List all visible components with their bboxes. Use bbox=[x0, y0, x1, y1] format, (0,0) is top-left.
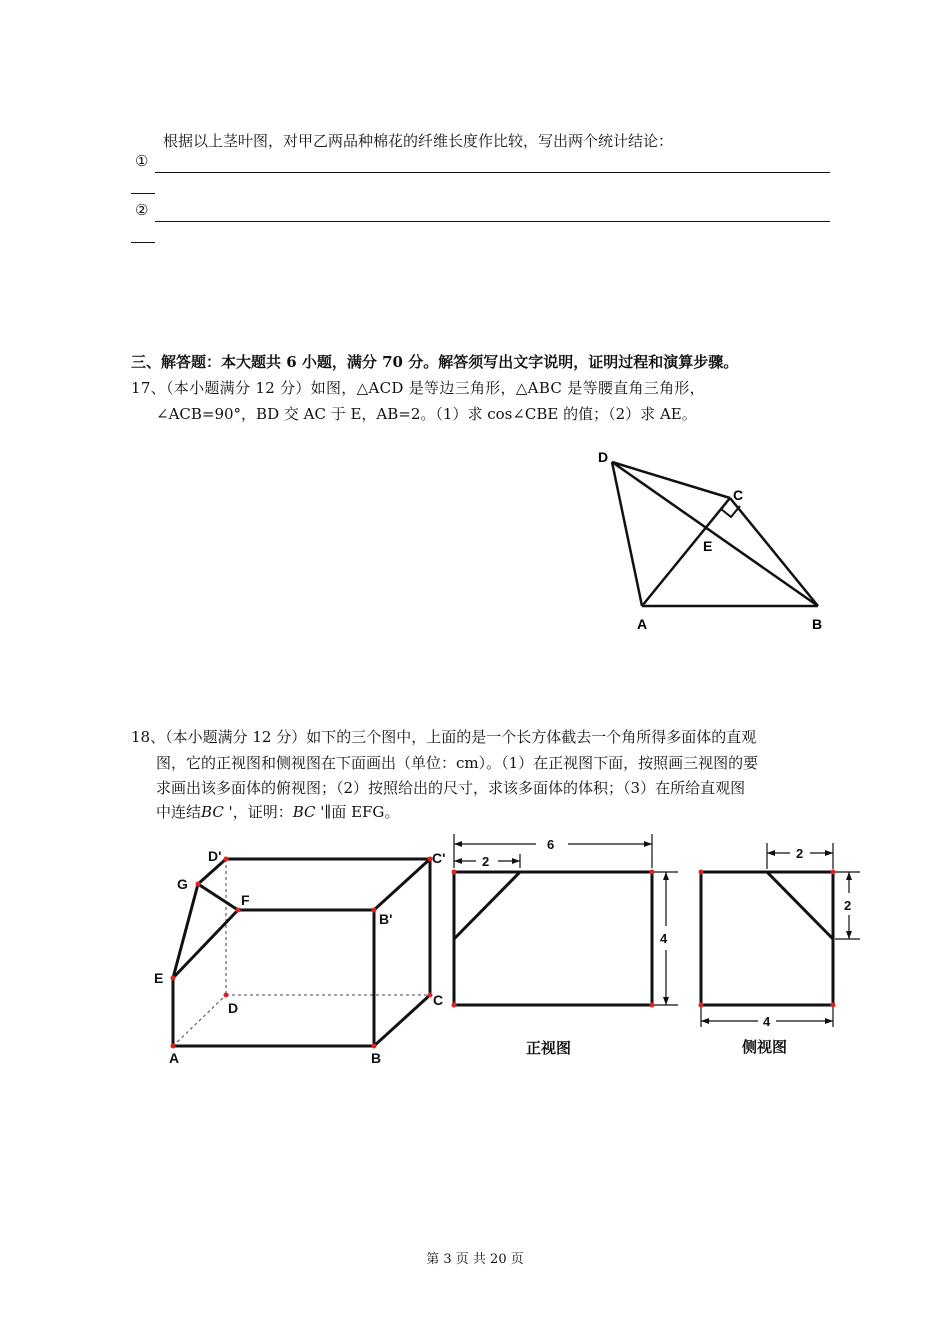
arrow-icon bbox=[454, 858, 462, 864]
q18-line-4 bbox=[156, 801, 399, 822]
vertex-dot bbox=[831, 870, 836, 875]
arrow-icon bbox=[512, 858, 520, 864]
label-a: A bbox=[169, 1050, 180, 1066]
q18-front-view bbox=[440, 830, 690, 1065]
edge-cb bbox=[374, 995, 430, 1046]
side-view-caption: 侧视图 bbox=[742, 1039, 788, 1056]
q18-text: ，证明： bbox=[232, 803, 293, 821]
page-footer: 第 3 页 共 20 页 bbox=[426, 1252, 524, 1267]
label-c1: C' bbox=[432, 850, 446, 866]
vertex-b bbox=[372, 1044, 377, 1049]
dim-label-4: 4 bbox=[763, 1014, 771, 1029]
arrow-icon bbox=[846, 931, 852, 939]
front-view-caption: 正视图 bbox=[526, 1040, 572, 1057]
answer-line-tail bbox=[131, 193, 155, 194]
dim-label-2: 2 bbox=[482, 854, 490, 869]
section-title: 三、解答题：本大题共 6 小题，满分 70 分。解答须写出文字说明，证明过程和演算步骤。 bbox=[131, 353, 739, 371]
label-e: E bbox=[703, 538, 713, 554]
edge-c1b1 bbox=[374, 859, 430, 910]
math-bc-prime: BC ' bbox=[201, 803, 233, 821]
vertex-a bbox=[171, 1044, 176, 1049]
side-view-cut-edge bbox=[767, 872, 833, 939]
label-d: D bbox=[228, 1000, 239, 1016]
q17-triangle-figure bbox=[590, 440, 840, 635]
vertex-e bbox=[171, 976, 176, 981]
vertex-dot bbox=[650, 1003, 655, 1008]
front-view-rect bbox=[454, 872, 652, 1005]
edge-cb bbox=[730, 498, 818, 606]
edge-dc bbox=[612, 462, 730, 498]
arrow-icon bbox=[825, 1018, 833, 1024]
arrow-icon bbox=[663, 997, 669, 1005]
q17-line-2: ∠ACB=90°，BD 交 AC 于 E，AB=2。（1）求 cos∠CBE 的值；（2）求 AE。 bbox=[156, 405, 697, 423]
edge-gf bbox=[198, 884, 238, 910]
vertex-g bbox=[196, 882, 201, 887]
answer-blank-2[interactable] bbox=[135, 201, 830, 223]
arrow-icon bbox=[454, 841, 462, 847]
vertex-dot bbox=[452, 870, 457, 875]
side-view-rect bbox=[701, 872, 833, 1005]
label-b1: B' bbox=[379, 911, 393, 927]
vertex-d1 bbox=[224, 857, 229, 862]
hidden-edge-ad bbox=[173, 995, 226, 1046]
dim-label-6: 6 bbox=[547, 837, 555, 852]
vertex-dot bbox=[831, 1003, 836, 1008]
label-f: F bbox=[241, 892, 250, 908]
answer-line bbox=[155, 172, 830, 173]
q17-line-1: 17、（本小题满分 12 分）如图，△ACD 是等边三角形，△ABC 是等腰直角三角形， bbox=[131, 379, 705, 397]
arrow-icon bbox=[701, 1018, 709, 1024]
dim-label-4: 4 bbox=[660, 931, 668, 946]
edge-da bbox=[612, 462, 642, 606]
label-e: E bbox=[154, 970, 164, 986]
q18-text: 中连结 bbox=[156, 803, 202, 821]
arrow-icon bbox=[663, 872, 669, 880]
q18-text: ∥面 EFG。 bbox=[324, 803, 400, 821]
label-c: C bbox=[733, 487, 744, 503]
vertex-dot bbox=[699, 870, 704, 875]
vertex-c bbox=[428, 993, 433, 998]
answer-line-tail bbox=[131, 242, 155, 243]
q18-line-3: 求画出该多面体的俯视图；（2）按照给出的尺寸，求该多面体的体积；（3）在所给直观图 bbox=[156, 779, 746, 797]
answer-blank-1[interactable] bbox=[135, 152, 830, 174]
vertex-d bbox=[224, 993, 229, 998]
blank-number: ② bbox=[135, 201, 149, 219]
arrow-icon bbox=[825, 850, 833, 856]
label-c: C bbox=[433, 992, 444, 1008]
answer-line bbox=[155, 221, 830, 222]
arrow-icon bbox=[644, 841, 652, 847]
q18-line-1: 18、（本小题满分 12 分）如下的三个图中，上面的是一个长方体截去一个角所得多面体的直观 bbox=[131, 728, 757, 746]
vertex-dot bbox=[452, 1003, 457, 1008]
label-b: B bbox=[371, 1050, 382, 1066]
q18-solid-figure bbox=[140, 835, 450, 1070]
blank-number: ① bbox=[135, 152, 149, 170]
vertex-b1 bbox=[372, 908, 377, 913]
math-bc-prime: BC ' bbox=[292, 803, 325, 821]
label-g: G bbox=[177, 876, 188, 892]
q18-side-view bbox=[688, 835, 878, 1065]
arrow-icon bbox=[846, 872, 852, 880]
dim-label-2: 2 bbox=[844, 898, 852, 913]
q18-line-2: 图，它的正视图和侧视图在下面画出（单位：cm）。（1）在正视图下面，按照画三视图的要 bbox=[156, 754, 759, 772]
arrow-icon bbox=[767, 850, 775, 856]
vertex-dot bbox=[699, 1003, 704, 1008]
edge-db bbox=[612, 462, 818, 606]
label-d1: D' bbox=[208, 848, 222, 864]
front-view-cut-edge bbox=[454, 872, 520, 939]
label-b: B bbox=[812, 616, 823, 632]
label-d: D bbox=[598, 449, 609, 465]
label-a: A bbox=[637, 616, 648, 632]
dim-label-2: 2 bbox=[796, 846, 804, 861]
q16-prompt: 根据以上茎叶图，对甲乙两品种棉花的纤维长度作比较，写出两个统计结论： bbox=[163, 132, 674, 150]
vertex-f bbox=[236, 908, 241, 913]
vertex-dot bbox=[650, 870, 655, 875]
